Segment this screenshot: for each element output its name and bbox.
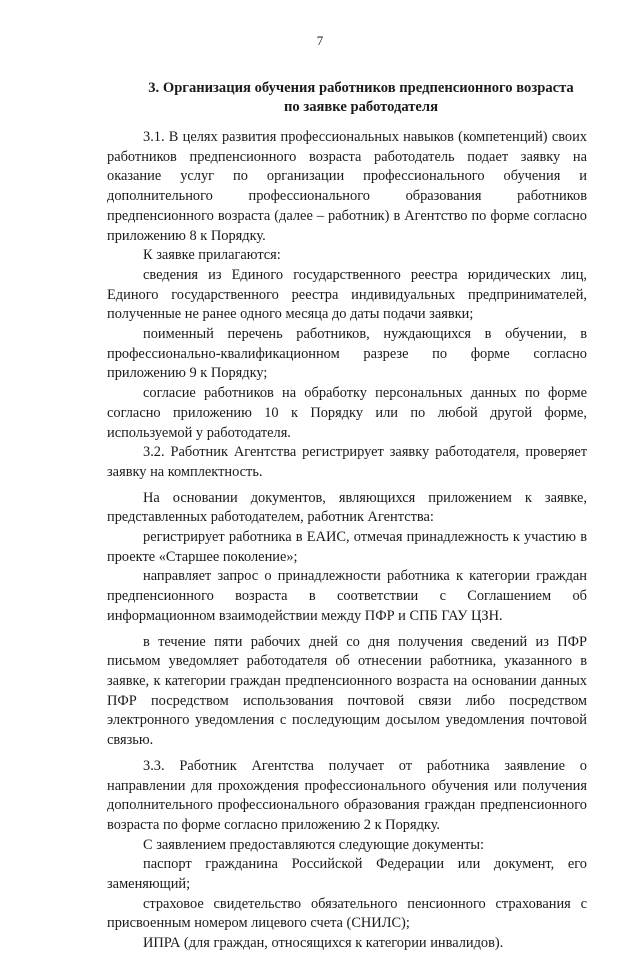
paragraph-consent: согласие работников на обработку персональных данных по форме согласно приложению 10 к Порядку или по любой другой форме, используемой у работодателя. bbox=[107, 385, 587, 441]
paragraph-ipra: ИПРА (для граждан, относящихся к категории инвалидов). bbox=[143, 935, 504, 952]
section-title-line-1: 3. Организация обучения работников предпенсионного возраста bbox=[148, 80, 574, 96]
paragraph-3-2: 3.2. Работник Агентства регистрирует заявку работодателя, проверяет заявку на комплектность. bbox=[107, 444, 587, 480]
paragraph-request-pfr: направляет запрос о принадлежности работника к категории граждан предпенсионного возраста в соответствии с Соглашением об информационном взаимодействии между ПФР и СПБ ГАУ ЦЗН. bbox=[107, 568, 587, 624]
document-body bbox=[107, 128, 587, 954]
paragraph-register-eais: регистрирует работника в ЕАИС, отмечая принадлежность к участию в проекте «Старшее поколение»; bbox=[107, 529, 587, 565]
paragraph-3-3: 3.3. Работник Агентства получает от работника заявление о направлении для прохождения профессионального обучения или получения дополнительного профессионального образования граждан предпенсионного возраста по форме согласно приложению 2 к Порядку. bbox=[107, 757, 587, 833]
paragraph-employee-list: поименный перечень работников, нуждающихся в обучении, в профессионально-квалификационном разрезе по форме согласно приложению 9 к Порядку; bbox=[107, 326, 587, 382]
paragraph-notify-employer: в течение пяти рабочих дней со дня получения сведений из ПФР письмом уведомляет работодателя об отнесении работника, указанного в заявке, к категории граждан предпенсионного возраста на основании данных ПФР посредством использования почтовой связи либо посредством электронного уведомления с последующим досылом уведомления почтовой связью. bbox=[107, 633, 587, 749]
paragraph-documents-basis: На основании документов, являющихся приложением к заявке, представленных работодателем, работник Агентства: bbox=[107, 489, 587, 526]
page-number: 7 bbox=[316, 33, 324, 48]
paragraph-3-1: 3.1. В целях развития профессиональных навыков (компетенций) своих работников предпенсионного возраста работодатель подает заявку на оказание услуг по организации профессионального обучения и дополнительного профессионального образования работников предпенсионного возраста (далее – работник) в Агентство по форме согласно приложению 8 к Порядку. bbox=[107, 129, 587, 244]
paragraph-attachments-intro: К заявке прилагаются: bbox=[143, 247, 281, 264]
paragraph-documents-intro: С заявлением предоставляются следующие документы: bbox=[143, 836, 485, 853]
paragraph-egrul-extract: сведения из Единого государственного реестра юридических лиц, Единого государственного реестра индивидуальных предпринимателей, полученные не ранее одного месяца до даты подачи заявки; bbox=[107, 266, 587, 323]
paragraph-passport: паспорт гражданина Российской Федерации или документ, его заменяющий; bbox=[107, 856, 587, 893]
paragraph-snils: страховое свидетельство обязательного пенсионного страхования с присвоенным номером лицевого счета (СНИЛС); bbox=[107, 895, 587, 932]
section-title-line-2: по заявке работодателя bbox=[284, 99, 438, 115]
section-title bbox=[140, 79, 582, 117]
